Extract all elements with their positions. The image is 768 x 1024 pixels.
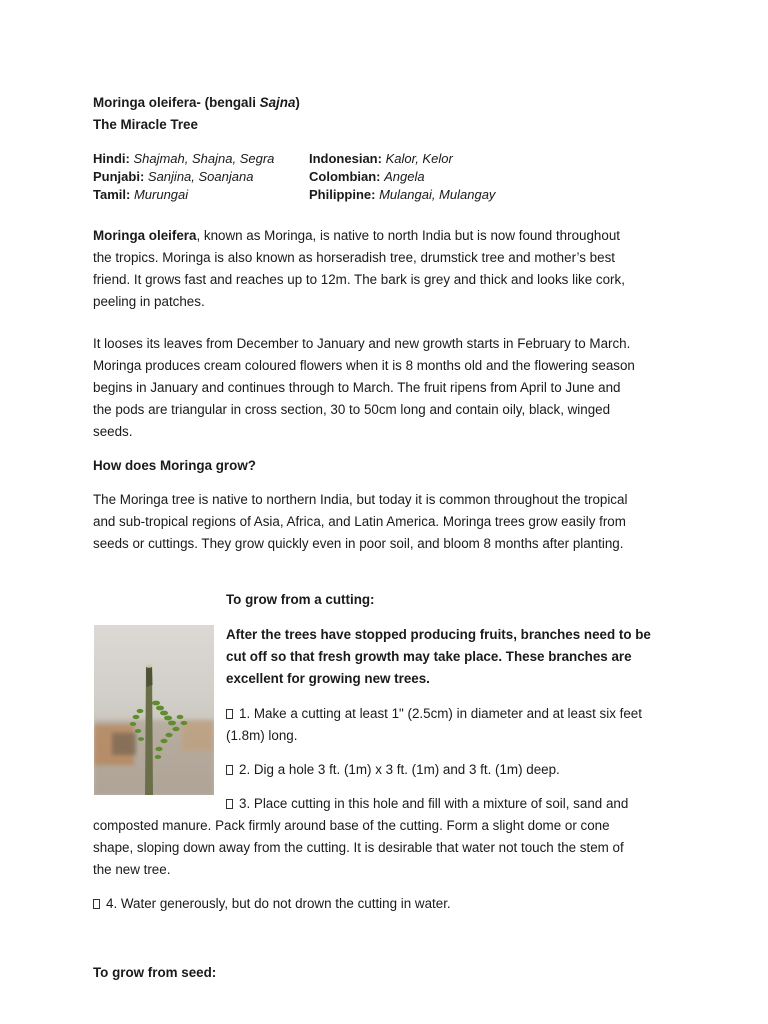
name-row: Colombian: Angela [309, 169, 425, 184]
name-row: Punjabi: Sanjina, Soanjana [93, 169, 254, 184]
moringa-cutting-photo [94, 625, 214, 795]
cutting-intro: After the trees have stopped producing fruits, branches need to be cut off so that fresh growth may take place. These branches are excellent for growing new trees. [226, 627, 651, 686]
step-2: 2. Dig a hole 3 ft. (1m) x 3 ft. (1m) and 3 ft. (1m) deep. [226, 759, 696, 781]
name-row: Indonesian: Kalor, Kelor [309, 151, 453, 166]
name-row: Hindi: Shajmah, Shajna, Segra [93, 151, 275, 166]
name-row: Tamil: Murungai [93, 187, 189, 202]
missing-glyph-icon [226, 799, 233, 809]
names-right-column [309, 150, 495, 204]
intro-paragraph: Moringa oleifera, known as Moringa, is native to north India but is now found throughout the tropics. Moringa is also known as horseradish tree, drumstick tree and mother’s best friend. It grows fast and reaches up to 12m. The bark is grey and thick and looks like cork, peeling in patches. [93, 228, 625, 309]
document-title: Moringa oleifera- (bengali Sajna) [93, 95, 300, 110]
step-1: 1. Make a cutting at least 1" (2.5cm) in diameter and at least six feet (1.8m) long. [226, 706, 642, 743]
names-left-column [93, 150, 274, 204]
step-3-first-line: 3. Place cutting in this hole and fill with a mixture of soil, sand and [226, 793, 696, 815]
missing-glyph-icon [93, 899, 100, 909]
name-row: Philippine: Mulangai, Mulangay [309, 187, 496, 202]
seed-heading: To grow from seed: [93, 965, 217, 980]
step-4: 4. Water generously, but do not drown the cutting in water. [93, 893, 451, 915]
step-3-continued: composted manure. Pack firmly around base of the cutting. Form a slight dome or cone shape, sloping down away from the cutting. It is desirable that water not touch the stem of the new tree. [93, 818, 624, 877]
document-subtitle: The Miracle Tree [93, 117, 198, 132]
cutting-heading: To grow from a cutting: [226, 592, 375, 607]
cutting-illustration [94, 625, 214, 795]
season-paragraph: It looses its leaves from December to January and new growth starts in February to March. Moringa produces cream coloured flowers when it is 8 months old and the flowering season begins in January and continues through to March. The fruit ripens from April to June and the pods are triangular in cross section, 30 to 50cm long and contain oily, black, winged seeds. [93, 336, 635, 439]
grow-heading: How does Moringa grow? [93, 458, 256, 473]
missing-glyph-icon [226, 765, 233, 775]
missing-glyph-icon [226, 709, 233, 719]
grow-paragraph: The Moringa tree is native to northern India, but today it is common throughout the tropical and sub-tropical regions of Asia, Africa, and Latin America. Moringa trees grow easily from seeds or cuttings. They grow quickly even in poor soil, and bloom 8 months after planting. [93, 492, 628, 551]
